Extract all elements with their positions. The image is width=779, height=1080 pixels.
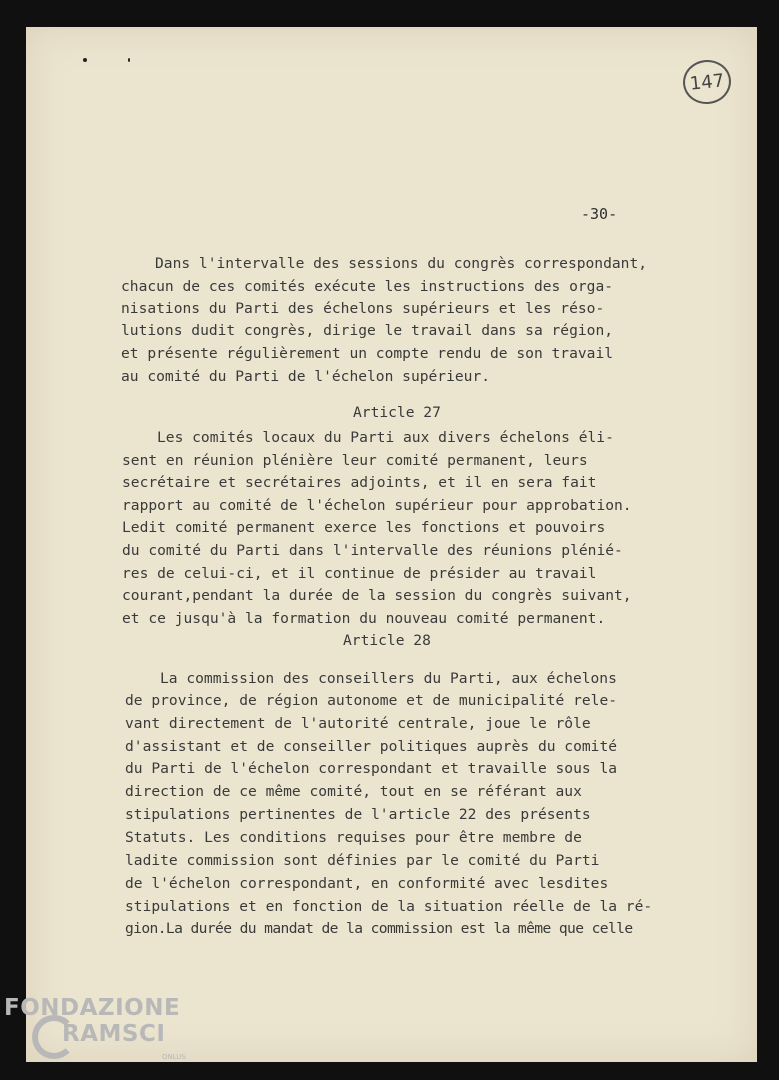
text-line: sent en réunion plénière leur comité permanent, leurs bbox=[122, 452, 588, 469]
article-heading: Article 28 bbox=[343, 632, 431, 649]
watermark-line1: FONDAZIONE bbox=[4, 995, 181, 1021]
text-line: Ledit comité permanent exerce les fonctions et pouvoirs bbox=[122, 519, 606, 536]
text-line: direction de ce même comité, tout en se référant aux bbox=[125, 783, 582, 800]
text-line: de l'échelon correspondant, en conformité avec lesdites bbox=[125, 875, 609, 892]
watermark-line2: RAMSCI bbox=[62, 1021, 166, 1047]
text-line: chacun de ces comités exécute les instructions des orga- bbox=[121, 278, 614, 295]
text-line: secrétaire et secrétaires adjoints, et il en sera fait bbox=[122, 474, 597, 491]
text-line: ladite commission sont définies par le comité du Parti bbox=[125, 852, 600, 869]
watermark-line3: ONLUS bbox=[162, 1053, 186, 1061]
ink-speck bbox=[128, 58, 130, 62]
text-line: La commission des conseillers du Parti, aux échelons bbox=[160, 670, 617, 687]
text-line: Dans l'intervalle des sessions du congrès correspondant, bbox=[155, 255, 648, 272]
ink-speck bbox=[83, 58, 87, 62]
text-line: de province, de région autonome et de municipalité rele- bbox=[125, 692, 618, 709]
text-line: rapport au comité de l'échelon supérieur pour approbation. bbox=[122, 497, 632, 514]
text-line: d'assistant et de conseiller politiques auprès du comité bbox=[125, 738, 618, 755]
text-line: du comité du Parti dans l'intervalle des réunions plénié- bbox=[122, 542, 623, 559]
text-line: au comité du Parti de l'échelon supérieur. bbox=[121, 368, 491, 385]
text-line: et présente régulièrement un compte rendu de son travail bbox=[121, 345, 614, 362]
fondazione-gramsci-watermark bbox=[4, 995, 204, 1080]
article-heading: Article 27 bbox=[353, 404, 441, 421]
text-line: lutions dudit congrès, dirige le travail dans sa région, bbox=[121, 322, 614, 339]
text-line: vant directement de l'autorité centrale, joue le rôle bbox=[125, 715, 591, 732]
archive-stamp: 147 bbox=[681, 58, 733, 107]
text-line: du Parti de l'échelon correspondant et travaille sous la bbox=[125, 760, 618, 777]
text-line: nisations du Parti des échelons supérieurs et les réso- bbox=[121, 300, 605, 317]
text-line: courant,pendant la durée de la session du congrès suivant, bbox=[122, 587, 632, 604]
text-line: et ce jusqu'à la formation du nouveau comité permanent. bbox=[122, 610, 606, 627]
page-number: -30- bbox=[581, 205, 618, 223]
text-line: Les comités locaux du Parti aux divers échelons éli- bbox=[157, 429, 614, 446]
text-line: stipulations pertinentes de l'article 22 des présents bbox=[125, 806, 591, 823]
text-line: stipulations et en fonction de la situation réelle de la ré- bbox=[125, 898, 653, 915]
text-line: Statuts. Les conditions requises pour être membre de bbox=[125, 829, 582, 846]
text-line: gion.La durée du mandat de la commission est la même que celle bbox=[125, 920, 633, 937]
text-line: res de celui-ci, et il continue de présider au travail bbox=[122, 565, 597, 582]
